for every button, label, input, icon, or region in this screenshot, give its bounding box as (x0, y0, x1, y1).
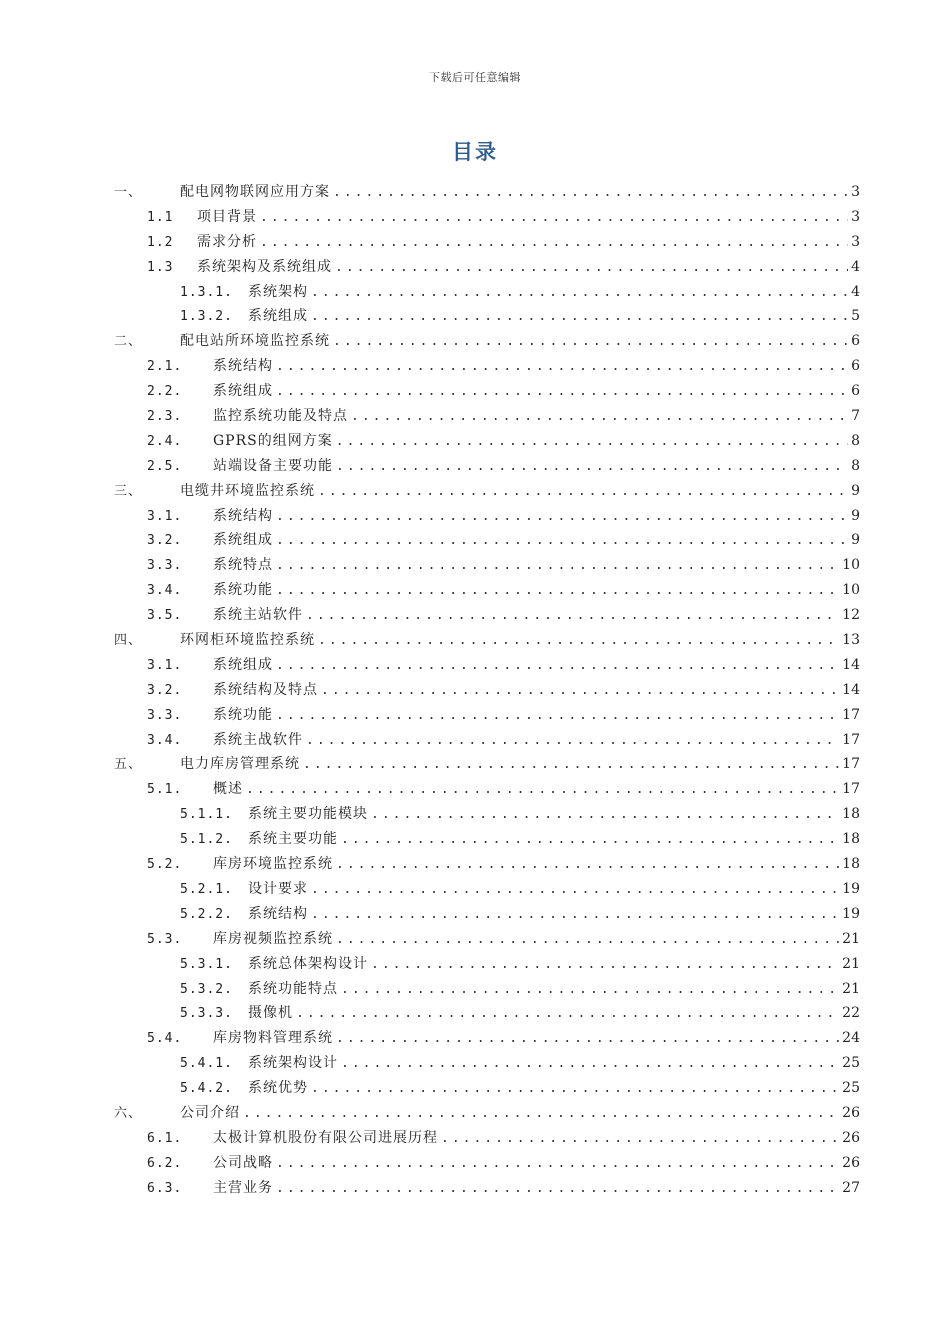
toc-dot-leader (311, 878, 839, 903)
toc-entry-number: 2.5. (147, 458, 183, 474)
toc-entry-page: 7 (851, 408, 860, 425)
toc-entry-page: 3 (851, 233, 860, 250)
toc-dot-leader (276, 1152, 839, 1177)
toc-entry[interactable] (114, 728, 860, 753)
toc-entry-number: 3.2. (147, 533, 183, 549)
toc-entry-label: 公司介绍 (180, 1104, 240, 1121)
toc-entry[interactable] (114, 802, 860, 827)
toc-entry[interactable] (114, 1126, 860, 1151)
toc-entry[interactable] (114, 479, 860, 504)
toc-entry-number: 四、 (114, 633, 143, 649)
toc-entry-page: 26 (842, 1129, 860, 1146)
toc-entry[interactable] (114, 1151, 860, 1176)
toc-dot-leader (296, 1002, 839, 1027)
toc-entry-label: 站端设备主要功能 (213, 457, 333, 474)
toc-entry-page: 5 (851, 308, 860, 325)
toc-entry-page: 21 (842, 980, 860, 997)
toc-entry-label: 系统结构及特点 (213, 681, 318, 698)
toc-entry-number: 2.3. (147, 409, 183, 425)
toc-entry-number: 5.1.1. (180, 807, 233, 823)
toc-entry-page: 17 (842, 781, 860, 798)
toc-entry-page: 25 (842, 1080, 860, 1097)
toc-entry[interactable] (114, 230, 860, 255)
toc-entry-page: 24 (842, 1030, 860, 1047)
toc-dot-leader (336, 455, 848, 480)
toc-entry-number: 5.3. (147, 931, 183, 947)
toc-dot-leader (243, 1102, 839, 1127)
toc-entry-number: 5.1.2. (180, 832, 233, 848)
toc-entry[interactable] (114, 678, 860, 703)
toc-dot-leader (336, 430, 848, 455)
toc-entry[interactable] (114, 404, 860, 429)
toc-entry-number: 1.1 (147, 209, 174, 225)
toc-dot-leader (276, 1177, 839, 1202)
toc-entry-label: 系统特点 (213, 557, 273, 574)
toc-entry-label: 主营业务 (213, 1179, 273, 1196)
toc-entry-label: 系统架构设计 (248, 1055, 338, 1072)
toc-entry[interactable] (114, 653, 860, 678)
toc-entry[interactable] (114, 628, 860, 653)
toc-entry-label: 系统架构及系统组成 (197, 258, 332, 275)
toc-entry[interactable] (114, 255, 860, 280)
toc-entry[interactable] (114, 379, 860, 404)
toc-entry-page: 6 (851, 358, 860, 375)
toc-entry-number: 2.2. (147, 384, 183, 400)
toc-entry-page: 3 (851, 184, 860, 200)
toc-entry[interactable] (114, 902, 860, 927)
toc-entry[interactable] (114, 454, 860, 479)
toc-dot-leader (371, 953, 839, 978)
toc-dot-leader (311, 1077, 839, 1102)
toc-entry-label: 电缆井环境监控系统 (180, 482, 315, 499)
toc-entry-number: 5.3.3. (180, 1006, 233, 1022)
toc-dot-leader (260, 231, 848, 256)
toc-entry[interactable] (114, 603, 860, 628)
toc-dot-leader (333, 181, 848, 206)
toc-entry[interactable] (114, 205, 860, 230)
toc-dot-leader (341, 1052, 839, 1077)
toc-entry-number: 3.3. (147, 707, 183, 723)
toc-entry-number: 3.4. (147, 732, 183, 748)
toc-entry-label: 系统架构 (248, 283, 308, 300)
toc-dot-leader (306, 729, 839, 754)
toc-dot-leader (276, 579, 839, 604)
toc-entry-page: 6 (851, 383, 860, 400)
toc-dot-leader (276, 554, 839, 579)
toc-entry[interactable] (114, 304, 860, 329)
toc-entry-page: 4 (851, 258, 860, 275)
toc-entry-number: 5.3.1. (180, 956, 233, 972)
toc-entry-page: 12 (842, 607, 860, 624)
toc-dot-leader (335, 256, 848, 281)
toc-dot-leader (276, 654, 839, 679)
toc-entry-page: 14 (842, 681, 860, 698)
toc-entry-page: 18 (842, 856, 860, 873)
toc-entry-number: 6.2. (147, 1155, 183, 1171)
toc-entry-label: 系统主要功能 (248, 831, 338, 848)
toc-entry-page: 19 (842, 905, 860, 922)
toc-entry-page: 18 (842, 831, 860, 848)
toc-entry-label: 项目背景 (197, 208, 257, 225)
toc-entry-page: 17 (842, 706, 860, 723)
toc-entry[interactable] (114, 927, 860, 952)
toc-entry[interactable] (114, 1101, 860, 1126)
toc-entry-label: 系统功能 (213, 706, 273, 723)
toc-entry-page: 26 (842, 1104, 860, 1121)
toc-dot-leader (276, 380, 848, 405)
toc-entry[interactable] (114, 1026, 860, 1051)
toc-dot-leader (441, 1127, 839, 1152)
toc-entry-number: 6.1. (147, 1130, 183, 1146)
toc-dot-leader (341, 978, 839, 1003)
toc-entry-number: 5.4.2. (180, 1081, 233, 1097)
toc-entry-number: 1.3.2. (180, 309, 233, 325)
toc-dot-leader (336, 928, 839, 953)
toc-entry-page: 26 (842, 1154, 860, 1171)
toc-entry-number: 5.2. (147, 857, 183, 873)
toc-entry-label: 系统结构 (213, 507, 273, 524)
toc-entry-page: 9 (851, 507, 860, 524)
toc-dot-leader (276, 355, 848, 380)
toc-entry[interactable] (114, 354, 860, 379)
toc-dot-leader (321, 679, 839, 704)
toc-entry[interactable] (114, 280, 860, 305)
toc-entry[interactable] (114, 504, 860, 529)
toc-entry-label: 环网柜环境监控系统 (180, 632, 315, 649)
toc-entry-label: 系统功能特点 (248, 980, 338, 997)
toc-entry[interactable] (114, 852, 860, 877)
toc-entry-page: 19 (842, 880, 860, 897)
toc-entry[interactable] (114, 578, 860, 603)
toc-entry-number: 3.3. (147, 558, 183, 574)
toc-entry-number: 5.2.2. (180, 906, 233, 922)
page-header: 下载后可任意编辑 (429, 71, 521, 84)
toc-entry[interactable] (114, 528, 860, 553)
toc-entry[interactable] (114, 877, 860, 902)
toc-entry[interactable] (114, 952, 860, 977)
toc-entry-number: 5.1. (147, 782, 183, 798)
toc-entry-page: 10 (842, 557, 860, 574)
toc-entry-number: 3.1. (147, 657, 183, 673)
toc-dot-leader (276, 505, 848, 530)
toc-entry-label: 太极计算机股份有限公司进展历程 (213, 1129, 438, 1146)
toc-title: 目录 (452, 139, 498, 164)
toc-entry-number: 5.2.1. (180, 881, 233, 897)
toc-dot-leader (336, 853, 839, 878)
toc-dot-leader (311, 305, 848, 330)
toc-entry-page: 4 (851, 283, 860, 300)
toc-dot-leader (276, 704, 839, 729)
toc-dot-leader (318, 480, 848, 505)
toc-entry-page: 18 (842, 806, 860, 823)
toc-entry-label: 需求分析 (197, 233, 257, 250)
toc-entry-label: 设计要求 (248, 880, 308, 897)
toc-entry[interactable] (114, 977, 860, 1002)
toc-entry-label: 系统优势 (248, 1080, 308, 1097)
toc-entry-number: 三、 (114, 483, 143, 499)
toc-entry[interactable] (114, 1176, 860, 1201)
toc-entry-label: 系统组成 (248, 308, 308, 325)
toc-entry[interactable] (114, 827, 860, 852)
toc-entry-number: 1.3 (147, 259, 174, 275)
toc-entry-page: 14 (842, 656, 860, 673)
toc-entry[interactable] (114, 329, 860, 354)
toc-dot-leader (371, 803, 839, 828)
toc-entry-page: 13 (842, 632, 860, 649)
toc-dot-leader (318, 629, 839, 654)
toc-entry-page: 9 (851, 532, 860, 549)
toc-entry-label: 系统功能 (213, 582, 273, 599)
toc-entry-page: 22 (842, 1005, 860, 1022)
toc-entry-label: 系统结构 (213, 358, 273, 375)
toc-entry-label: 系统组成 (213, 532, 273, 549)
toc-entry-label: 监控系统功能及特点 (213, 408, 348, 425)
toc-dot-leader (311, 903, 839, 928)
toc-entry-number: 3.1. (147, 508, 183, 524)
toc-entry[interactable] (114, 429, 860, 454)
toc-entry-page: 17 (842, 731, 860, 748)
toc-entry-page: 8 (851, 457, 860, 474)
toc-entry-label: 概述 (213, 781, 243, 798)
toc-entry-number: 一、 (114, 185, 143, 200)
toc-entry-number: 2.1. (147, 359, 183, 375)
toc-entry-label: 系统主站软件 (213, 607, 303, 624)
toc-entry-page: 8 (851, 432, 860, 449)
toc-entry-number: 1.2 (147, 234, 174, 250)
toc-entry-number: 5.4.1. (180, 1056, 233, 1072)
toc-dot-leader (336, 1027, 839, 1052)
toc-entry-page: 6 (851, 333, 860, 350)
toc-entry-label: 配电站所环境监控系统 (180, 333, 330, 350)
toc-entry-number: 3.4. (147, 583, 183, 599)
toc-entry[interactable] (114, 553, 860, 578)
toc-dot-leader (260, 206, 848, 231)
toc-entry-page: 25 (842, 1055, 860, 1072)
toc-dot-leader (306, 604, 839, 629)
table-of-contents (114, 180, 860, 1201)
toc-entry[interactable] (114, 777, 860, 802)
toc-entry-number: 1.3.1. (180, 284, 233, 300)
toc-entry-page: 10 (842, 582, 860, 599)
toc-entry-page: 21 (842, 955, 860, 972)
toc-entry-number: 二、 (114, 334, 143, 350)
toc-entry-label: 库房视频监控系统 (213, 930, 333, 947)
toc-entry-number: 6.3. (147, 1180, 183, 1196)
toc-entry-label: 库房物料管理系统 (213, 1030, 333, 1047)
toc-entry-page: 21 (842, 930, 860, 947)
toc-entry-label: 系统主战软件 (213, 731, 303, 748)
toc-entry-label: 系统组成 (213, 656, 273, 673)
toc-entry-page: 3 (851, 208, 860, 225)
toc-entry-page: 27 (842, 1179, 860, 1196)
toc-entry-number: 5.3.2. (180, 981, 233, 997)
toc-entry-number: 2.4. (147, 433, 183, 449)
toc-dot-leader (276, 529, 848, 554)
toc-entry-page: 9 (851, 482, 860, 499)
toc-entry-number: 五、 (114, 757, 143, 773)
toc-entry-label: 配电网物联网应用方案 (180, 184, 330, 200)
toc-entry-label: 系统主要功能模块 (248, 806, 368, 823)
toc-entry[interactable] (114, 752, 860, 777)
toc-entry[interactable] (114, 180, 860, 205)
toc-entry-page: 17 (842, 756, 860, 773)
toc-dot-leader (351, 405, 848, 430)
toc-entry[interactable] (114, 703, 860, 728)
toc-entry-number: 5.4. (147, 1031, 183, 1047)
toc-dot-leader (246, 778, 839, 803)
toc-dot-leader (303, 753, 839, 778)
toc-entry-label: 电力库房管理系统 (180, 756, 300, 773)
toc-entry-label: GPRS的组网方案 (213, 432, 333, 449)
toc-entry-label: 公司战略 (213, 1154, 273, 1171)
toc-entry-label: 系统组成 (213, 383, 273, 400)
toc-dot-leader (311, 281, 848, 306)
toc-entry-number: 3.5. (147, 608, 183, 624)
toc-dot-leader (341, 828, 839, 853)
toc-entry[interactable] (114, 1051, 860, 1076)
toc-entry-label: 系统结构 (248, 905, 308, 922)
toc-dot-leader (333, 330, 848, 355)
toc-entry-number: 3.2. (147, 682, 183, 698)
toc-entry-label: 库房环境监控系统 (213, 856, 333, 873)
toc-entry[interactable] (114, 1076, 860, 1101)
toc-entry[interactable] (114, 1001, 860, 1026)
toc-entry-label: 摄像机 (248, 1005, 293, 1022)
toc-entry-number: 六、 (114, 1105, 143, 1121)
toc-entry-label: 系统总体架构设计 (248, 955, 368, 972)
